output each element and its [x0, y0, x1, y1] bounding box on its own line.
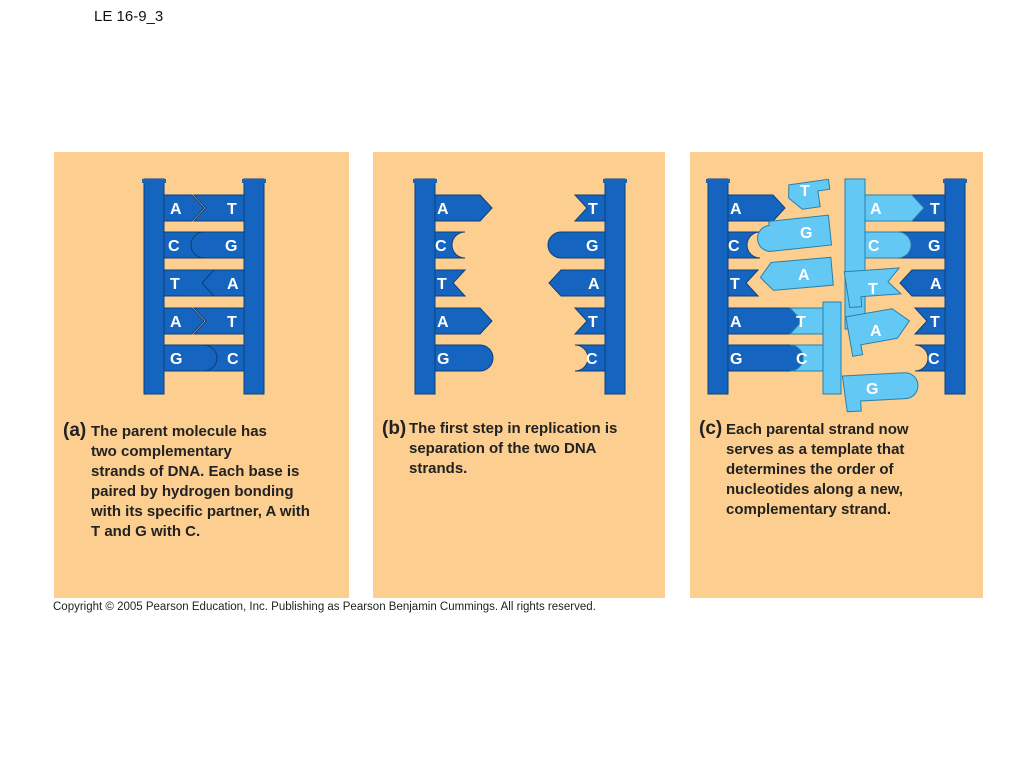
base-right-2: G [225, 238, 238, 255]
caption-line: T and G with C. [91, 523, 201, 540]
panel-c-caption [726, 420, 980, 520]
caption-line: strands. [409, 460, 468, 477]
base-right-1: T [930, 201, 940, 218]
new-base-left-4: T [796, 314, 806, 331]
base-right-3: A [588, 276, 600, 293]
caption-line: complementary strand. [726, 501, 892, 518]
new-base-left-1: T [800, 183, 810, 200]
panel-b-letter: (b) [382, 418, 407, 439]
panel-b [373, 152, 665, 598]
base-left-4: A [730, 314, 742, 331]
base-left-3: T [730, 276, 740, 293]
caption-line: determines the order of [726, 461, 894, 478]
base-right-1: T [227, 201, 237, 218]
caption-line: nucleotides along a new, [726, 481, 903, 498]
base-left-4: A [437, 314, 449, 331]
base-right-4: T [930, 314, 940, 331]
new-base-left-3: A [798, 267, 810, 284]
base-right-4: T [227, 314, 237, 331]
caption-line: two complementary [91, 443, 232, 460]
base-right-4: T [588, 314, 598, 331]
panel-c-letter: (c) [699, 418, 723, 439]
base-right-5: C [928, 351, 940, 368]
copyright-notice: Copyright © 2005 Pearson Education, Inc. Publishing as Pearson Benjamin Cummings. All rights reserved. [53, 601, 596, 613]
base-left-4: A [170, 314, 182, 331]
panel-a [54, 152, 349, 598]
caption-line: serves as a template that [726, 441, 905, 458]
base-left-2: C [435, 238, 447, 255]
caption-line: with its specific partner, A with [91, 503, 310, 520]
new-base-right-3: T [868, 281, 878, 298]
base-right-2: G [586, 238, 599, 255]
base-left-1: A [170, 201, 182, 218]
base-left-5: G [437, 351, 450, 368]
panel-a-caption [91, 422, 346, 542]
new-base-right-1: A [870, 201, 882, 218]
new-base-left-5: C [796, 351, 808, 368]
separated-strands-diagram [373, 152, 665, 598]
base-right-3: A [930, 276, 942, 293]
caption-line: Each parental strand now [726, 421, 909, 438]
base-right-5: C [586, 351, 598, 368]
panel-a-letter: (a) [63, 420, 87, 441]
base-left-2: C [168, 238, 180, 255]
base-right-3: A [227, 276, 239, 293]
new-base-right-4: A [870, 323, 882, 340]
slide-label: LE 16-9_3 [94, 8, 164, 25]
new-base-right-2: C [868, 238, 880, 255]
base-left-3: T [437, 276, 447, 293]
caption-line: separation of the two DNA [409, 440, 597, 457]
template-replication-diagram [690, 152, 983, 598]
base-left-1: A [437, 201, 449, 218]
base-left-5: G [730, 351, 743, 368]
base-right-5: C [227, 351, 239, 368]
caption-line: strands of DNA. Each base is [91, 463, 300, 480]
base-right-1: T [588, 201, 598, 218]
new-base-right-5: G [866, 381, 879, 398]
base-left-2: C [728, 238, 740, 255]
caption-line: paired by hydrogen bonding [91, 483, 294, 500]
new-base-left-2: G [800, 225, 813, 242]
panel-c [690, 152, 983, 598]
caption-line: The first step in replication is [409, 420, 618, 437]
base-left-5: G [170, 351, 183, 368]
base-left-1: A [730, 201, 742, 218]
base-right-2: G [928, 238, 941, 255]
panel-b-caption [409, 419, 661, 479]
base-left-3: T [170, 276, 180, 293]
caption-line: The parent molecule has [91, 423, 267, 440]
